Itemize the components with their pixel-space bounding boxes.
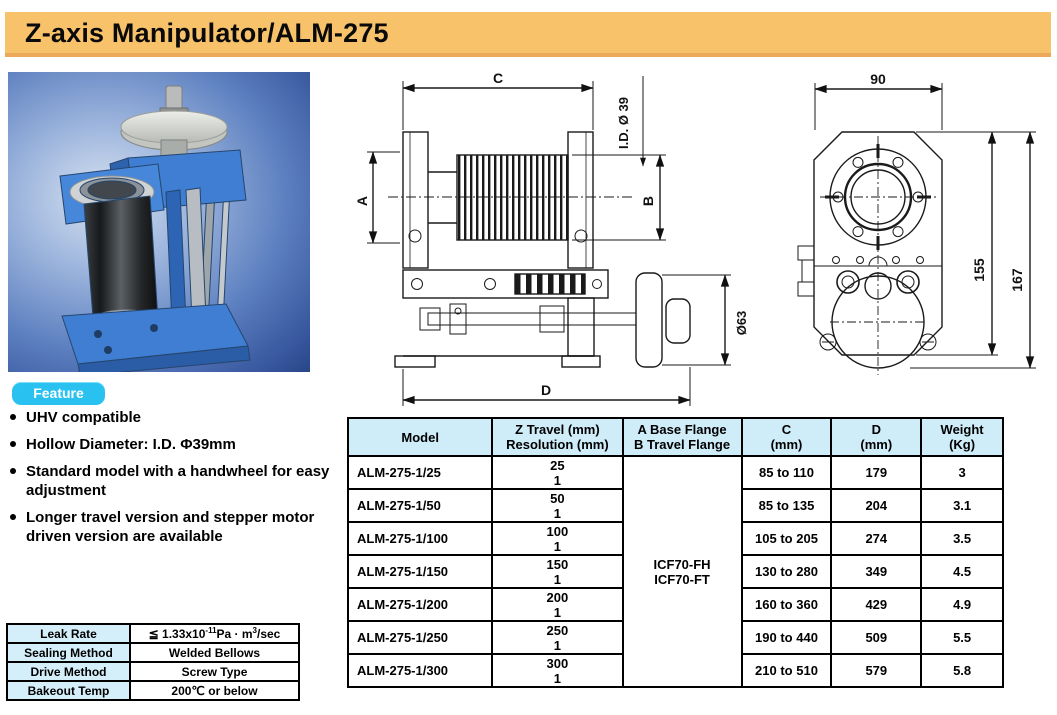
- dim-label-phi63: Ø63: [734, 310, 749, 336]
- weight-cell: 5.5: [921, 621, 1003, 654]
- spec-label: Bakeout Temp: [7, 681, 130, 700]
- feature-item-text: UHV compatible: [26, 409, 142, 426]
- d-cell: 349: [831, 555, 921, 588]
- leak-rate-value: ≦ $1.33x10^{-11}Pa \cdot m^3/\sec$: [130, 624, 299, 643]
- col-z-travel: Z Travel (mm) Resolution (mm): [492, 418, 622, 456]
- model-cell: ALM-275-1/100: [348, 522, 492, 555]
- weight-cell: 4.9: [921, 588, 1003, 621]
- feature-list: [10, 408, 358, 554]
- feature-item: [10, 408, 358, 427]
- model-cell: ALM-275-1/200: [348, 588, 492, 621]
- dim-label-b: B: [640, 195, 656, 207]
- bullet-icon: [10, 468, 16, 474]
- drawing-top-view: [790, 70, 1057, 385]
- feature-item-text: Longer travel version and stepper motor driven version are available: [26, 509, 315, 545]
- dim-label-155: 155: [971, 258, 987, 282]
- table-header-row: [348, 418, 1003, 456]
- spec-value: 200℃ or below: [130, 681, 299, 700]
- product-photo: [8, 72, 310, 372]
- product-photo-illustration: [8, 72, 310, 372]
- c-cell: 130 to 280: [742, 555, 832, 588]
- feature-item: [10, 435, 358, 454]
- feature-item: [10, 462, 358, 500]
- c-cell: 85 to 110: [742, 456, 832, 489]
- spec-value: Screw Type: [130, 662, 299, 681]
- feature-item-text: Hollow Diameter: I.D. Φ39mm: [26, 436, 236, 453]
- spec-label: Sealing Method: [7, 643, 130, 662]
- dim-label-id-bore: I.D. Ø 39: [616, 96, 631, 150]
- c-cell: 160 to 360: [742, 588, 832, 621]
- col-c: C (mm): [742, 418, 832, 456]
- bullet-icon: [10, 414, 16, 420]
- travel-cell: 100 1: [492, 522, 622, 555]
- weight-cell: 3.5: [921, 522, 1003, 555]
- weight-cell: 5.8: [921, 654, 1003, 687]
- travel-cell: 300 1: [492, 654, 622, 687]
- dim-label-167: 167: [1009, 268, 1025, 292]
- spec-label: Leak Rate: [7, 624, 130, 643]
- d-cell: 274: [831, 522, 921, 555]
- c-cell: 210 to 510: [742, 654, 832, 687]
- feature-badge-label: Feature: [33, 385, 84, 401]
- d-cell: 204: [831, 489, 921, 522]
- d-cell: 509: [831, 621, 921, 654]
- specs-table: [347, 417, 1004, 688]
- model-cell: ALM-275-1/25: [348, 456, 492, 489]
- table-row: [7, 662, 299, 681]
- travel-cell: 250 1: [492, 621, 622, 654]
- bullet-icon: [10, 441, 16, 447]
- table-row: [348, 456, 1003, 489]
- feature-item-text: Standard model with a handwheel for easy adjustment: [26, 463, 330, 499]
- feature-item: [10, 508, 358, 546]
- d-cell: 429: [831, 588, 921, 621]
- table-row: [7, 681, 299, 700]
- bullet-icon: [10, 514, 16, 520]
- page-header: [5, 12, 1051, 57]
- drawing-side-view: [350, 68, 760, 428]
- travel-cell: 25 1: [492, 456, 622, 489]
- feature-badge: [12, 382, 105, 405]
- c-cell: 190 to 440: [742, 621, 832, 654]
- table-row: [7, 624, 299, 643]
- model-cell: ALM-275-1/250: [348, 621, 492, 654]
- travel-cell: 200 1: [492, 588, 622, 621]
- spec-value: Welded Bellows: [130, 643, 299, 662]
- flange-cell: ICF70-FH ICF70-FT: [623, 456, 742, 687]
- travel-cell: 150 1: [492, 555, 622, 588]
- col-weight: Weight (Kg): [921, 418, 1003, 456]
- model-cell: ALM-275-1/300: [348, 654, 492, 687]
- spec-label: Drive Method: [7, 662, 130, 681]
- col-flange: A Base Flange B Travel Flange: [623, 418, 742, 456]
- travel-cell: 50 1: [492, 489, 622, 522]
- col-d: D (mm): [831, 418, 921, 456]
- c-cell: 105 to 205: [742, 522, 832, 555]
- d-cell: 579: [831, 654, 921, 687]
- dim-label-c: C: [492, 70, 504, 86]
- dim-label-90: 90: [870, 71, 886, 87]
- spec-summary-table: [6, 623, 300, 701]
- model-cell: ALM-275-1/50: [348, 489, 492, 522]
- weight-cell: 3: [921, 456, 1003, 489]
- model-cell: ALM-275-1/150: [348, 555, 492, 588]
- c-cell: 85 to 135: [742, 489, 832, 522]
- table-row: [7, 643, 299, 662]
- dim-label-a: A: [354, 195, 370, 207]
- weight-cell: 4.5: [921, 555, 1003, 588]
- weight-cell: 3.1: [921, 489, 1003, 522]
- d-cell: 179: [831, 456, 921, 489]
- page-title: Z-axis Manipulator/ALM-275: [25, 18, 389, 48]
- col-model: Model: [348, 418, 492, 456]
- dim-label-d: D: [540, 382, 552, 398]
